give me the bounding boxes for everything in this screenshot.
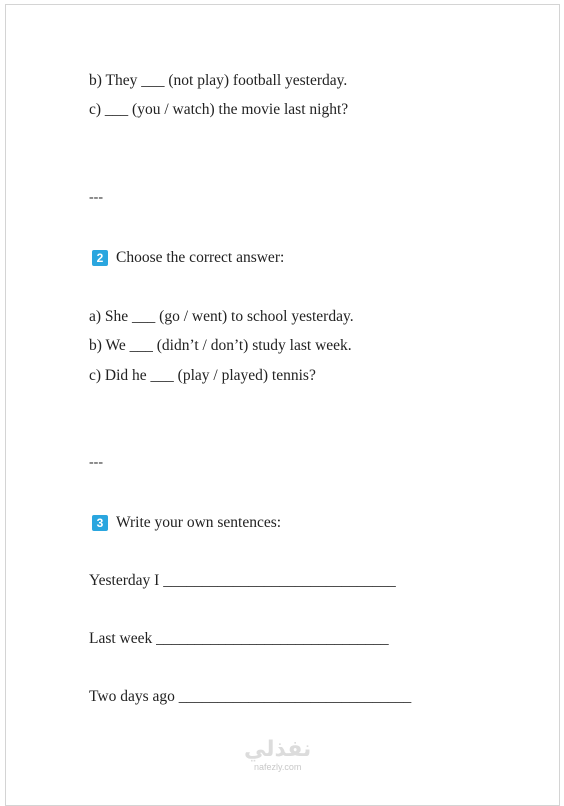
exercise-item-2c: c) Did he ___ (play / played) tennis? [89, 367, 316, 384]
watermark [244, 738, 311, 772]
separator: --- [89, 455, 103, 470]
watermark-url: nafezly.com [253, 762, 302, 772]
exercise-item-1c: c) ___ (you / watch) the movie last night? [89, 101, 349, 118]
section-2-title: Choose the correct answer: [116, 249, 285, 266]
exercise-item-2b: b) We ___ (didn’t / don’t) study last week. [89, 337, 352, 354]
exercise-item-1b: b) They ___ (not play) football yesterday. [89, 72, 348, 89]
sentence-line-two-days-ago: Two days ago ______________________________ [89, 688, 412, 705]
exercise-item-2a: a) She ___ (go / went) to school yesterday. [89, 308, 354, 325]
section-3-heading [92, 514, 281, 532]
section-3-title: Write your own sentences: [116, 514, 282, 531]
sentence-line-last-week: Last week ______________________________ [89, 630, 389, 647]
number-2-icon: 2 [92, 250, 108, 266]
separator: --- [89, 190, 103, 205]
document-page [5, 4, 560, 806]
watermark-logo: نفذلي [244, 737, 312, 762]
number-3-icon: 3 [92, 515, 108, 531]
sentence-line-yesterday: Yesterday I ______________________________ [89, 572, 396, 589]
section-2-heading [92, 249, 284, 267]
